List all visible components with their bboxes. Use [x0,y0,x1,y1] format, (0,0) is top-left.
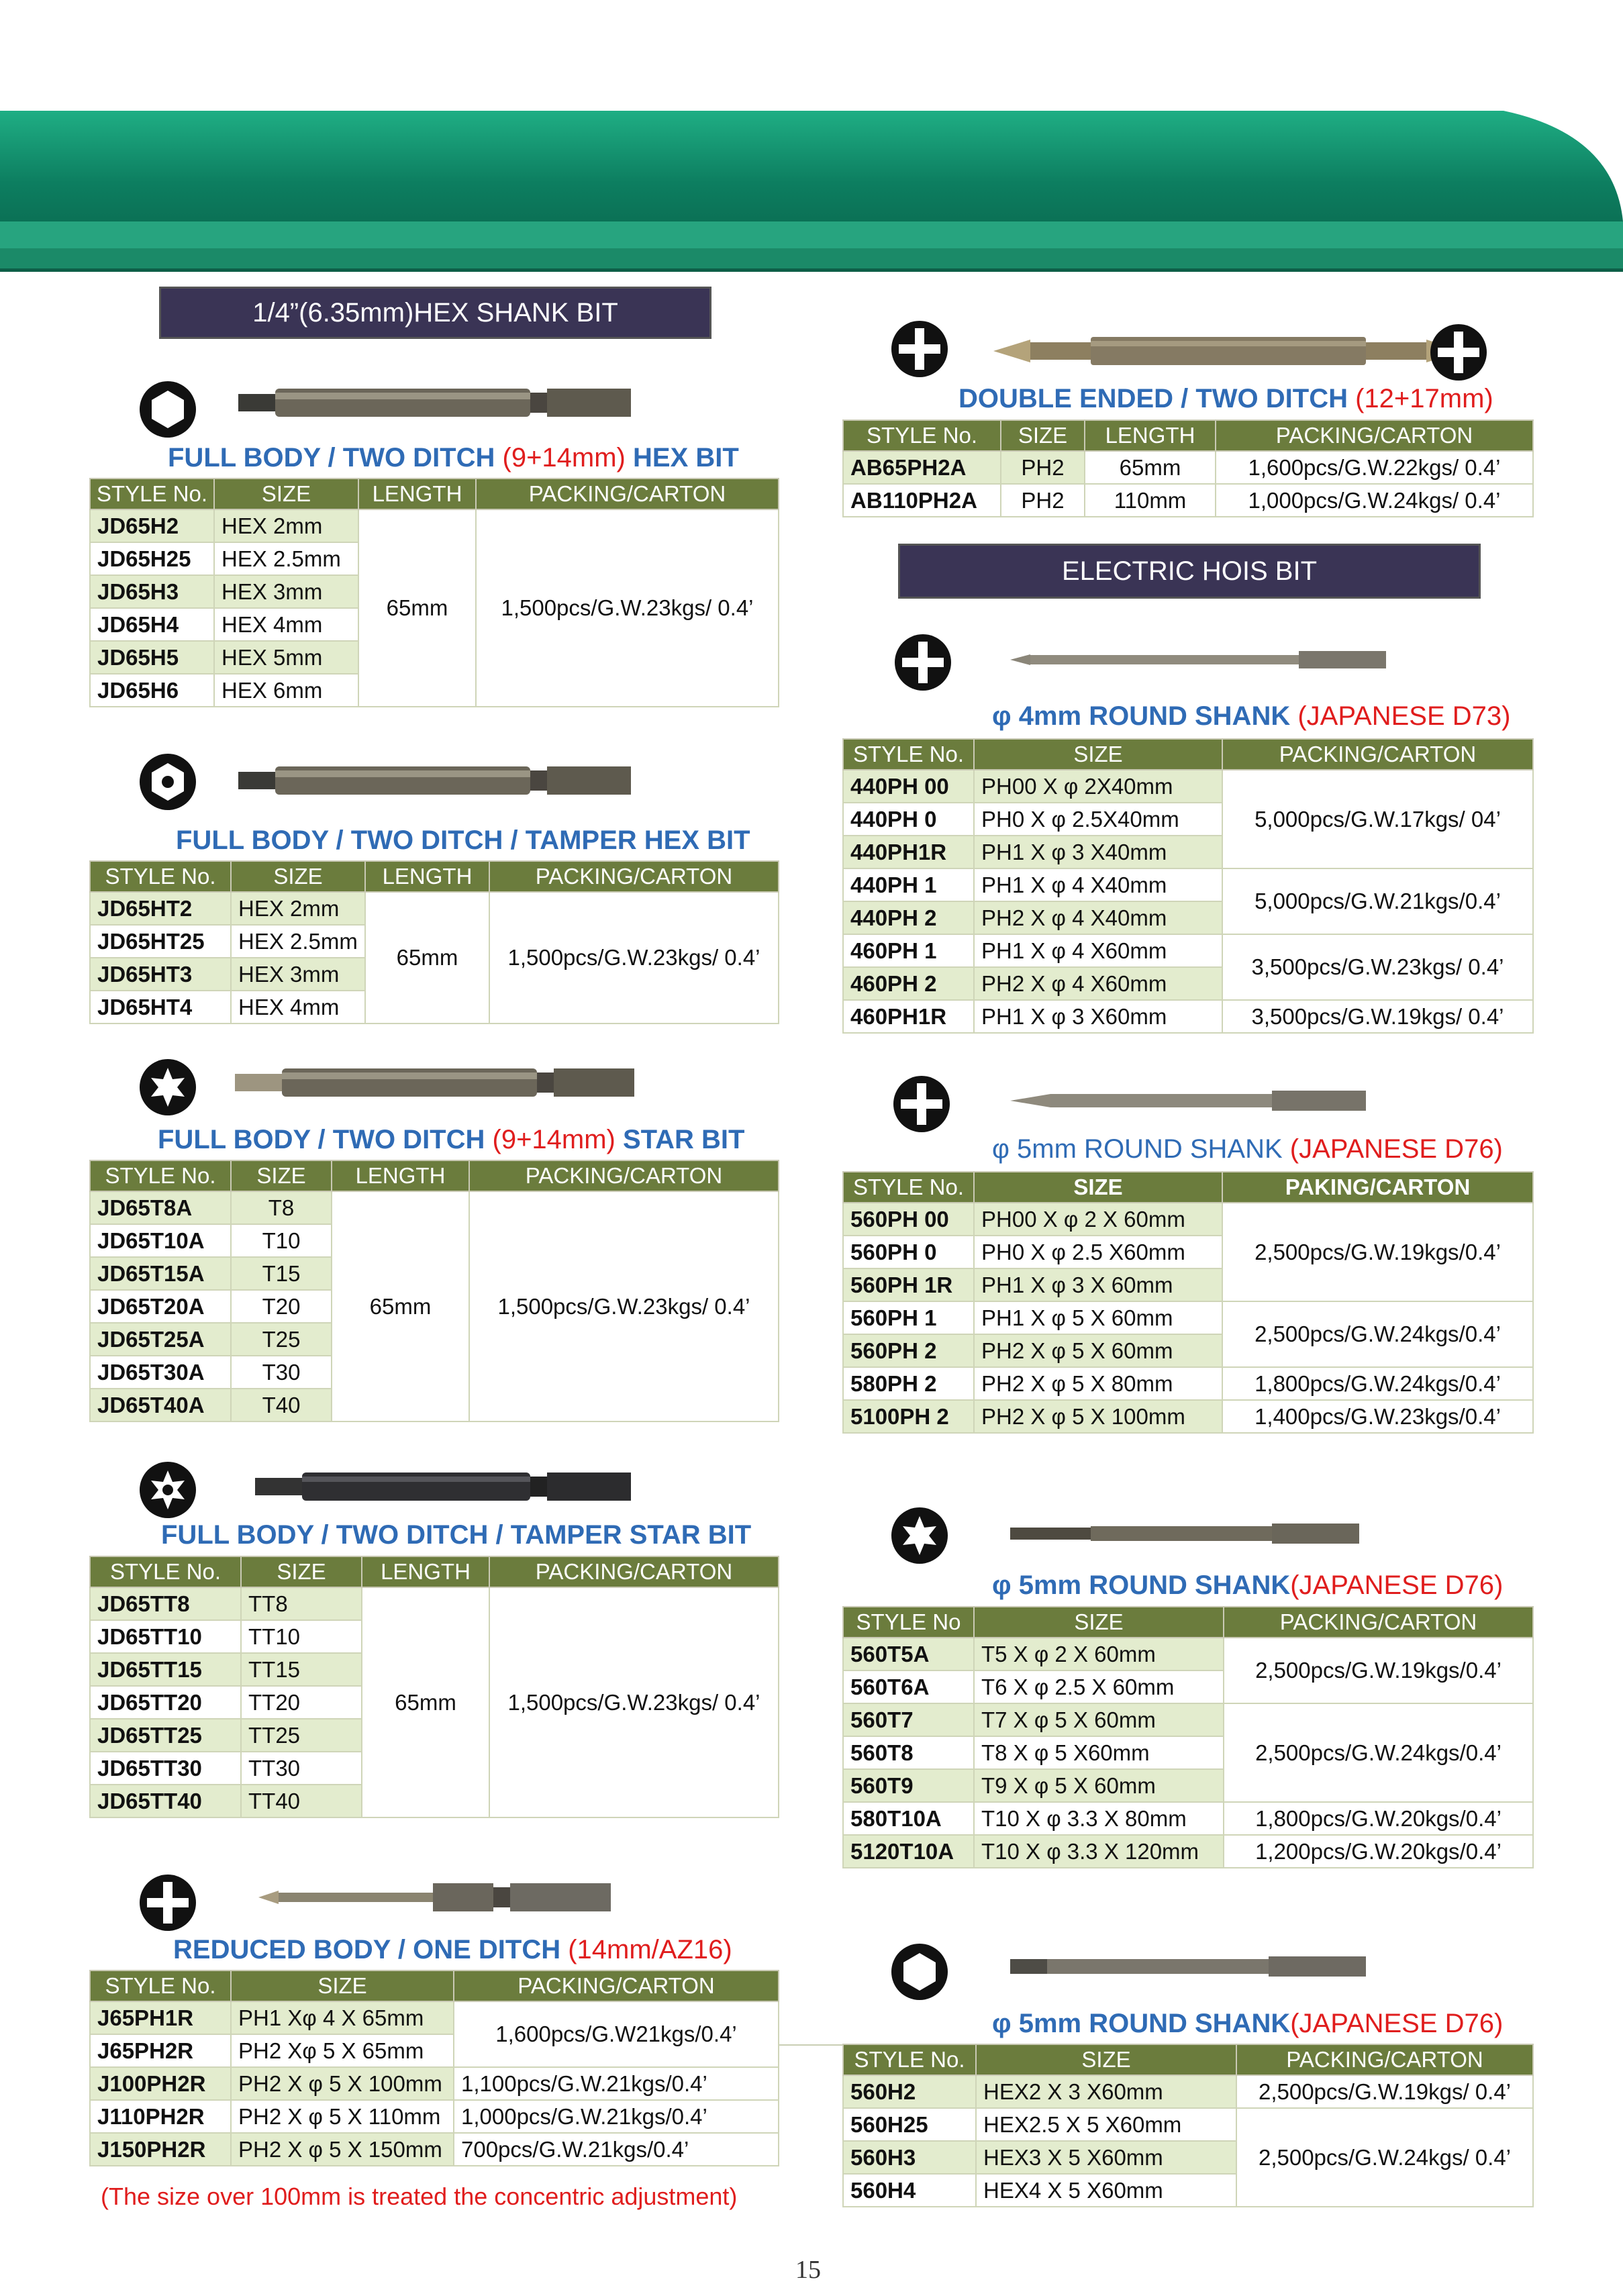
round5-title: φ 5mm ROUND SHANK (JAPANESE D76) [992,1134,1503,1164]
round4-bit-image [1010,643,1386,677]
electric-hois-banner: ELECTRIC HOIS BIT [898,544,1481,599]
header-band [0,0,1623,275]
hex-socket-icon [889,1942,950,2002]
star-bit-table: STYLE No. SIZE LENGTH PACKING/CARTON JD65T8A T8 65mm 1,500pcs/G.W.23kgs/ 0.4’ JD65T10A T10 JD65T15A T15 JD65T20A T20 JD65T25A T25 JD65T30A T30 JD65T40A T40 [89,1160,779,1422]
phillips-icon [1428,322,1489,383]
tamper-hex-title: FULL BODY / TWO DITCH / TAMPER HEX BIT [176,826,750,855]
round4-table: STYLE No. SIZE PACKING/CARTON 440PH 00 PH00 X φ 2X40mm 5,000pcs/G.W.17kgs/ 04’ 440PH 0 PH0 X φ 2.5X40mm 440PH1R PH1 X φ 3 X40mm 440PH 1 PH1 X φ 4 X40mm 5,000pcs/G.W.21kgs/0.4’ 440PH 2 PH2 X φ 4 X40mm 460PH 1 PH1 X φ 4 X60mm 3,500pcs/G.W.23kgs/ 0.4’ 460PH 2 PH2 X φ 4 X60mm 460PH1R PH1 X φ 3 X60mm 3,500pcs/G.W.19kgs/ 0.4’ [842,738,1534,1034]
round5-hex-title: φ 5mm ROUND SHANK(JAPANESE D76) [992,2009,1504,2038]
tamper-hex-table: STYLE No. SIZE LENGTH PACKING/CARTON JD65HT2 HEX 2mm 65mm 1,500pcs/G.W.23kgs/ 0.4’ JD65HT25 HEX 2.5mm JD65HT3 HEX 3mm JD65HT4 HEX 4mm [89,860,779,1024]
tamper-hex-icon [138,752,198,812]
hex-socket-icon [138,379,198,440]
round5-star-table: STYLE No SIZE PACKING/CARTON 560T5A T5 X φ 2 X 60mm 2,500pcs/G.W.19kgs/0.4’ 560T6A T6 X φ 2.5 X 60mm 560T7 T7 X φ 5 X 60mm 2,500pcs/G.W.24kgs/0.4’ 560T8 T8 X φ 5 X60mm 560T9 T9 X φ 5 X 60mm 580T10A T10 X φ 3.3 X 80mm 1,800pcs/G.W.20kgs/0.4’ 5120T10A T10 X φ 3.3 X 120mm 1,200pcs/G.W.20kgs/0.4’ [842,1606,1534,1868]
phillips-icon [138,1873,198,1933]
round4-title: φ 4mm ROUND SHANK (JAPANESE D73) [992,701,1511,731]
tamper-star-table: STYLE No. SIZE LENGTH PACKING/CARTON JD65TT8 TT8 65mm 1,500pcs/G.W.23kgs/ 0.4’ JD65TT10 TT10 JD65TT15 TT15 JD65TT20 TT20 JD65TT25 TT25 JD65TT30 TT30 JD65TT40 TT40 [89,1556,779,1818]
hex-bit-table: STYLE No. SIZE LENGTH PACKING/CARTON JD65H2 HEX 2mm 65mm 1,500pcs/G.W.23kgs/ 0.4’ JD65H25 HEX 2.5mm JD65H3 HEX 3mm JD65H4 HEX 4mm JD65H5 HEX 5mm JD65H6 HEX 6mm [89,478,779,707]
tamper-hex-bit-image [238,757,631,804]
page-number: 15 [795,2256,821,2284]
hex-bit-image [238,379,631,426]
connector-line [779,2044,843,2046]
round5-hex-table: STYLE No. SIZE PACKING/CARTON 560H2 HEX2 X 3 X60mm 2,500pcs/G.W.19kgs/ 0.4’ 560H25 HEX2.5 X 5 X60mm 2,500pcs/G.W.24kgs/ 0.4’ 560H3 HEX3 X 5 X60mm 560H4 HEX4 X 5 X60mm [842,2044,1534,2207]
double-ended-table: STYLE No. SIZE LENGTH PACKING/CARTON AB65PH2A PH2 65mm 1,600pcs/G.W.22kgs/ 0.4’ AB110PH2A PH2 110mm 1,000pcs/G.W.24kgs/ 0.4’ [842,419,1534,517]
star-bit-image [235,1059,634,1106]
round5-star-bit-image [1010,1517,1359,1550]
star-bit-title: FULL BODY / TWO DITCH (9+14mm) STAR BIT [158,1125,745,1154]
tamper-star-icon [138,1460,198,1520]
star-socket-icon [889,1505,950,1566]
phillips-icon [893,632,953,693]
hex-bit-title: FULL BODY / TWO DITCH (9+14mm) HEX BIT [168,443,739,472]
reduced-body-bit-image [258,1874,611,1921]
hex-shank-banner: 1/4”(6.35mm)HEX SHANK BIT [159,287,711,339]
phillips-icon [889,319,950,379]
tamper-star-title: FULL BODY / TWO DITCH / TAMPER STAR BIT [161,1520,752,1550]
double-ended-title: DOUBLE ENDED / TWO DITCH (12+17mm) [958,384,1493,413]
tamper-star-bit-image [255,1463,631,1510]
phillips-icon [891,1074,952,1134]
round5-star-title: φ 5mm ROUND SHANK(JAPANESE D76) [992,1570,1504,1600]
round5-table: STYLE No. SIZE PAKING/CARTON 560PH 00 PH00 X φ 2 X 60mm 2,500pcs/G.W.19kgs/0.4’ 560PH 0 PH0 X φ 2.5 X60mm 560PH 1R PH1 X φ 3 X 60mm 560PH 1 PH1 X φ 5 X 60mm 2,500pcs/G.W.24kgs/0.4’ 560PH 2 PH2 X φ 5 X 60mm 580PH 2 PH2 X φ 5 X 80mm 1,800pcs/G.W.24kgs/0.4’ 5100PH 2 PH2 X φ 5 X 100mm 1,400pcs/G.W.23kgs/0.4’ [842,1171,1534,1434]
round5-bit-image [1010,1084,1366,1117]
table-cell-style: JD65H2 [90,509,214,542]
reduced-body-table: STYLE No. SIZE PACKING/CARTON J65PH1R PH1 Xφ 4 X 65mm 1,600pcs/G.W21kgs/0.4’ J65PH2R PH2 Xφ 5 X 65mm J100PH2R PH2 X φ 5 X 100mm 1,100pcs/G.W.21kgs/0.4’ J110PH2R PH2 X φ 5 X 110mm 1,000pcs/G.W.21kgs/0.4’ J150PH2R PH2 X φ 5 X 150mm 700pcs/G.W.21kgs/0.4’ [89,1970,779,2166]
round5-hex-bit-image [1010,1950,1366,1983]
reduced-body-title: REDUCED BODY / ONE DITCH (14mm/AZ16) [173,1935,732,1964]
footnote: (The size over 100mm is treated the concentric adjustment) [101,2183,738,2210]
star-socket-icon [138,1057,198,1117]
double-ended-bit-image [993,328,1463,375]
